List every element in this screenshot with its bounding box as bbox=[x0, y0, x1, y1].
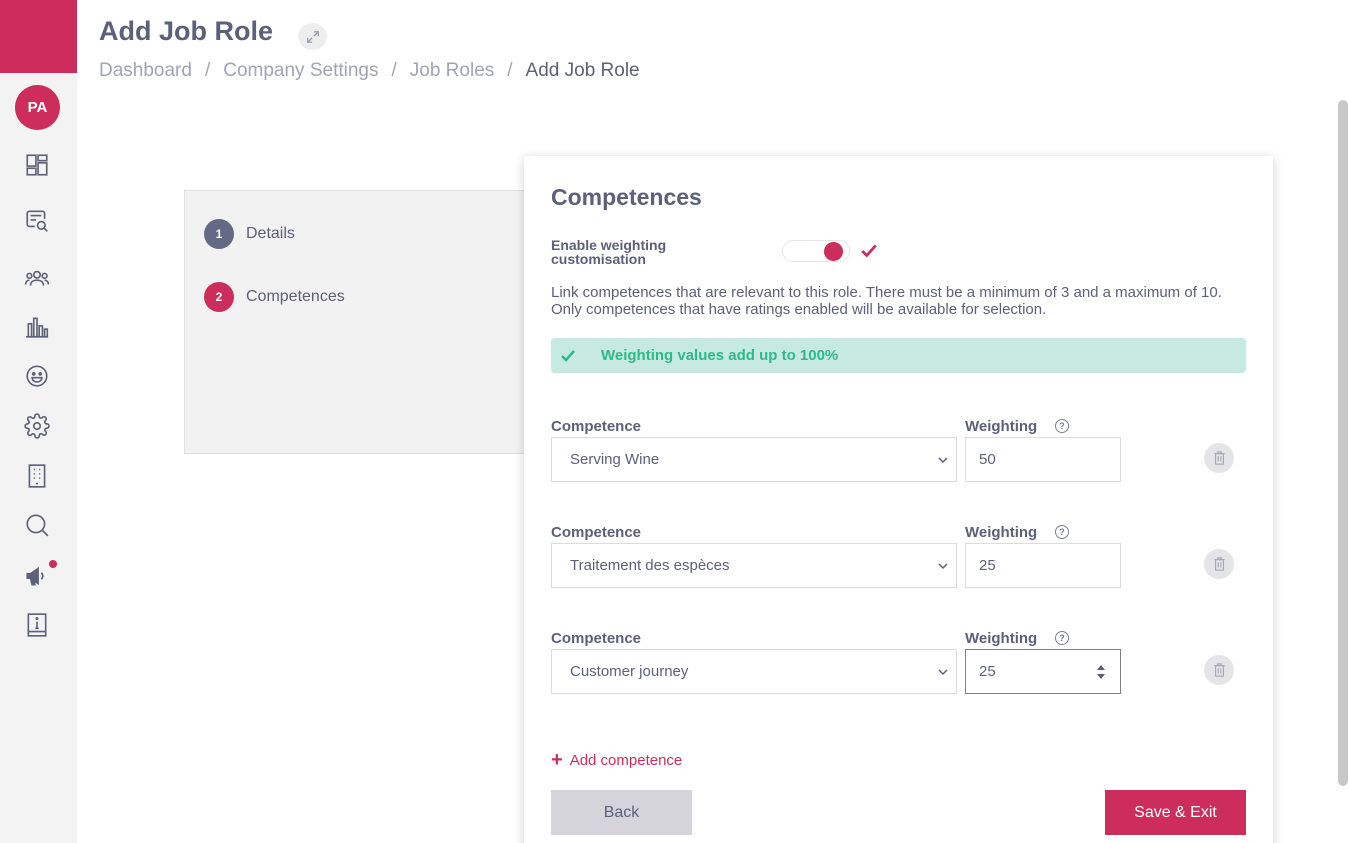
dashboard-icon[interactable] bbox=[23, 151, 51, 179]
competence-label: Competence bbox=[551, 418, 642, 435]
success-alert bbox=[551, 338, 1246, 373]
weighting-value: 25 bbox=[979, 557, 996, 574]
breadcrumb-company-settings[interactable]: Company Settings bbox=[223, 60, 379, 81]
plus-icon: + bbox=[551, 749, 563, 771]
chevron-down-icon bbox=[938, 455, 948, 465]
scrollbar[interactable] bbox=[1338, 100, 1348, 786]
chevron-down-icon bbox=[938, 561, 948, 571]
alert-text: Weighting values add up to 100% bbox=[601, 347, 839, 364]
step-panel bbox=[184, 190, 529, 454]
step-label: Details bbox=[246, 225, 295, 242]
weighting-toggle-label: Enable weighting customisation bbox=[551, 237, 667, 267]
chevron-down-icon bbox=[938, 667, 948, 677]
breadcrumb-dashboard[interactable]: Dashboard bbox=[99, 60, 192, 81]
number-spinner-icon[interactable] bbox=[1096, 663, 1106, 681]
section-title: Competences bbox=[551, 184, 702, 210]
weighting-value: 25 bbox=[979, 663, 996, 680]
megaphone-icon[interactable] bbox=[23, 562, 51, 590]
weighting-input[interactable] bbox=[965, 543, 1121, 588]
add-competence-link[interactable] bbox=[551, 749, 683, 771]
check-icon bbox=[560, 348, 576, 364]
back-button[interactable]: Back bbox=[551, 790, 692, 835]
competence-select[interactable] bbox=[551, 437, 957, 482]
sidebar bbox=[0, 0, 77, 843]
gear-icon[interactable] bbox=[23, 412, 51, 440]
competence-value: Serving Wine bbox=[570, 451, 660, 468]
competence-value: Customer journey bbox=[570, 663, 689, 680]
weighting-input[interactable] bbox=[965, 437, 1121, 482]
page-title: Add Job Role bbox=[99, 16, 273, 46]
step-competences[interactable] bbox=[204, 282, 345, 312]
delete-button[interactable] bbox=[1204, 655, 1234, 685]
help-icon[interactable]: ? bbox=[1055, 525, 1069, 539]
breadcrumb-separator: / bbox=[507, 60, 513, 81]
breadcrumb-separator: / bbox=[204, 60, 211, 81]
smiley-icon[interactable] bbox=[23, 362, 51, 390]
weighting-toggle[interactable] bbox=[782, 240, 850, 262]
competences-card bbox=[524, 156, 1273, 843]
competence-select[interactable] bbox=[551, 543, 957, 588]
breadcrumb-current: Add Job Role bbox=[525, 60, 640, 81]
competence-row bbox=[551, 418, 1246, 498]
toggle-knob bbox=[824, 242, 843, 261]
expand-button[interactable] bbox=[298, 23, 327, 50]
help-icon[interactable]: ? bbox=[1055, 419, 1069, 433]
brand-logo[interactable] bbox=[0, 0, 77, 73]
search-list-icon[interactable] bbox=[23, 207, 51, 235]
description-text: Link competences that are relevant to this role. There must be a minimum of 3 and a maximum of 10. Only competences that have ratings enabled will be available for selection. bbox=[551, 284, 1222, 318]
competence-select[interactable] bbox=[551, 649, 957, 694]
trash-icon bbox=[1213, 451, 1226, 465]
breadcrumb-separator: / bbox=[391, 60, 397, 81]
weighting-label: Weighting bbox=[965, 630, 1038, 647]
help-icon[interactable]: ? bbox=[1055, 631, 1069, 645]
building-icon[interactable] bbox=[23, 462, 51, 490]
competence-row bbox=[551, 630, 1246, 710]
notification-badge bbox=[49, 560, 57, 568]
weighting-value: 50 bbox=[979, 451, 996, 468]
weighting-label: Weighting bbox=[965, 524, 1038, 541]
avatar[interactable]: PA bbox=[15, 85, 60, 130]
info-book-icon[interactable] bbox=[23, 611, 51, 639]
weighting-label: Weighting bbox=[965, 418, 1038, 435]
search-icon[interactable] bbox=[23, 511, 51, 539]
delete-button[interactable] bbox=[1204, 443, 1234, 473]
weighting-input[interactable] bbox=[965, 649, 1121, 694]
step-number: 2 bbox=[204, 282, 234, 312]
breadcrumb bbox=[99, 60, 640, 82]
competence-label: Competence bbox=[551, 524, 642, 541]
step-details[interactable] bbox=[204, 219, 295, 249]
check-icon bbox=[860, 242, 878, 260]
breadcrumb-job-roles[interactable]: Job Roles bbox=[409, 60, 495, 81]
competence-row bbox=[551, 524, 1246, 604]
step-label: Competences bbox=[246, 288, 345, 305]
competence-label: Competence bbox=[551, 630, 642, 647]
save-exit-button[interactable]: Save & Exit bbox=[1105, 790, 1246, 835]
trash-icon bbox=[1213, 663, 1226, 677]
expand-icon bbox=[306, 30, 320, 44]
bar-chart-icon[interactable] bbox=[23, 313, 51, 341]
trash-icon bbox=[1213, 557, 1226, 571]
delete-button[interactable] bbox=[1204, 549, 1234, 579]
people-icon[interactable] bbox=[23, 264, 51, 292]
add-competence-label: Add competence bbox=[569, 752, 683, 769]
step-number: 1 bbox=[204, 219, 234, 249]
competence-value: Traitement des espèces bbox=[570, 557, 730, 574]
